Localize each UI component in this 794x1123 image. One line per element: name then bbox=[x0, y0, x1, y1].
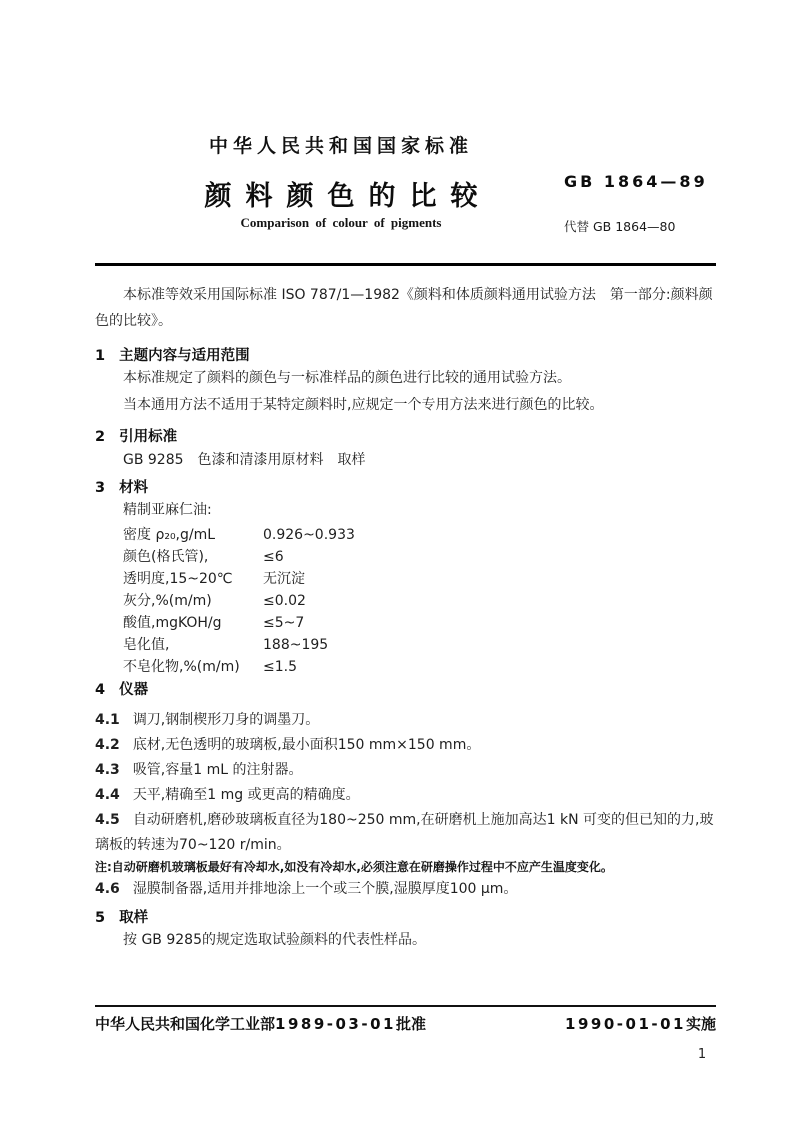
property-row bbox=[123, 524, 717, 546]
apparatus-item-text: 天平,精确至1 mg 或更高的精确度。 bbox=[132, 786, 360, 803]
apparatus-item-number: 4.3 bbox=[95, 761, 120, 778]
section-1-number: 1 bbox=[95, 348, 106, 364]
foreword-paragraph: 本标准等效采用国际标准 ISO 787/1—1982《颜料和体质颜料通用试验方法 第一部分:颜料颜色的比较》。 bbox=[95, 287, 713, 329]
apparatus-item bbox=[95, 808, 717, 858]
apparatus-note: 注:自动研磨机玻璃板最好有冷却水,如没有冷却水,必须注意在研磨操作过程中不应产生温度变化。 bbox=[95, 859, 613, 874]
footer-rule bbox=[95, 1005, 716, 1007]
page-number: 1 bbox=[697, 1047, 707, 1062]
apparatus-item-text: 吸管,容量1 mL 的注射器。 bbox=[132, 761, 303, 778]
property-row bbox=[123, 590, 717, 612]
section-1-title: 主题内容与适用范围 bbox=[119, 348, 250, 364]
section-2-title: 引用标准 bbox=[119, 429, 178, 446]
section-1-paragraph: 当本通用方法不适用于某特定颜料时,应规定一个专用方法来进行颜色的比较。 bbox=[123, 397, 604, 414]
section-1-heading bbox=[95, 348, 717, 365]
apparatus-item-number: 4.6 bbox=[95, 880, 120, 897]
section-2-heading bbox=[95, 429, 717, 446]
supersedes-label: 代替 GB 1864—80 bbox=[564, 219, 676, 234]
section-3-title: 材料 bbox=[119, 479, 149, 496]
property-label: 灰分,%(m/m) bbox=[123, 593, 212, 610]
section-4-title: 仪器 bbox=[119, 682, 149, 699]
approval-org: 中华人民共和国化学工业部 bbox=[95, 1015, 276, 1033]
apparatus-item-text: 底材,无色透明的玻璃板,最小面积150 mm×150 mm。 bbox=[132, 736, 481, 753]
implementation-label: 实施 bbox=[685, 1015, 716, 1033]
property-row bbox=[123, 612, 717, 634]
property-label: 颜色(格氏管), bbox=[123, 549, 209, 566]
footer bbox=[95, 1013, 716, 1034]
property-value: ≤0.02 bbox=[263, 593, 306, 610]
section-5-heading bbox=[95, 910, 717, 927]
implementation-statement bbox=[565, 1013, 716, 1034]
property-value: 无沉淀 bbox=[263, 571, 305, 588]
material-intro: 精制亚麻仁油: bbox=[123, 502, 212, 519]
property-label: 密度 ρ₂₀,g/mL bbox=[123, 527, 216, 544]
property-label: 皂化值, bbox=[123, 637, 170, 654]
apparatus-item-number: 4.5 bbox=[95, 811, 120, 828]
header-rule bbox=[95, 263, 716, 266]
document-title-cn: 颜料颜色的比较 bbox=[204, 181, 492, 212]
section-5-paragraph: 按 GB 9285的规定选取试验颜料的代表性样品。 bbox=[123, 931, 426, 948]
apparatus-list bbox=[95, 708, 717, 902]
material-properties-list bbox=[123, 524, 717, 678]
section-1-paragraph: 本标准规定了颜料的颜色与一标准样品的颜色进行比较的通用试验方法。 bbox=[123, 370, 571, 387]
property-row bbox=[123, 656, 717, 678]
approval-date: 1989-03-01 bbox=[275, 1015, 396, 1033]
property-value: 188~195 bbox=[263, 637, 329, 654]
apparatus-item-number: 4.4 bbox=[95, 786, 120, 803]
standard-code: GB 1864—89 bbox=[564, 172, 708, 191]
apparatus-item-text: 自动研磨机,磨砂玻璃板直径为180~250 mm,在研磨机上施加高达1 kN 可变的但已知的力,玻璃板的转速为70~120 r/min。 bbox=[95, 811, 714, 853]
property-value: ≤5~7 bbox=[263, 615, 305, 632]
apparatus-item-number: 4.2 bbox=[95, 736, 120, 753]
property-label: 不皂化物,%(m/m) bbox=[123, 659, 240, 676]
approval-statement bbox=[95, 1013, 426, 1034]
property-row bbox=[123, 634, 717, 656]
property-row bbox=[123, 568, 717, 590]
apparatus-item bbox=[95, 877, 717, 902]
section-5-number: 5 bbox=[95, 909, 106, 926]
national-standard-label: 中华人民共和国国家标准 bbox=[208, 135, 473, 157]
property-value: ≤6 bbox=[263, 549, 284, 566]
section-3-heading bbox=[95, 480, 717, 497]
apparatus-item bbox=[95, 783, 717, 808]
document-body bbox=[95, 282, 717, 954]
approval-label: 批准 bbox=[395, 1015, 426, 1033]
property-value: ≤1.5 bbox=[263, 659, 297, 676]
section-5-title: 取样 bbox=[119, 909, 149, 926]
section-2-number: 2 bbox=[95, 429, 106, 446]
property-label: 酸值,mgKOH/g bbox=[123, 615, 222, 632]
apparatus-item-text: 调刀,钢制楔形刀身的调墨刀。 bbox=[132, 711, 320, 728]
apparatus-item bbox=[95, 758, 717, 783]
apparatus-item-number: 4.1 bbox=[95, 711, 120, 728]
apparatus-item-text: 湿膜制备器,适用并排地涂上一个或三个膜,湿膜厚度100 μm。 bbox=[132, 880, 518, 897]
apparatus-item bbox=[95, 733, 717, 758]
apparatus-item bbox=[95, 708, 717, 733]
property-value: 0.926~0.933 bbox=[263, 527, 355, 544]
section-4-heading bbox=[95, 682, 717, 699]
property-label: 透明度,15~20℃ bbox=[123, 571, 233, 588]
property-row bbox=[123, 546, 717, 568]
section-3-number: 3 bbox=[95, 479, 106, 496]
section-4-number: 4 bbox=[95, 682, 106, 699]
document-title-en: Comparison of colour of pigments bbox=[240, 215, 442, 230]
referenced-standard: GB 9285 色漆和清漆用原材料 取样 bbox=[123, 451, 366, 468]
implementation-date: 1990-01-01 bbox=[565, 1015, 686, 1033]
